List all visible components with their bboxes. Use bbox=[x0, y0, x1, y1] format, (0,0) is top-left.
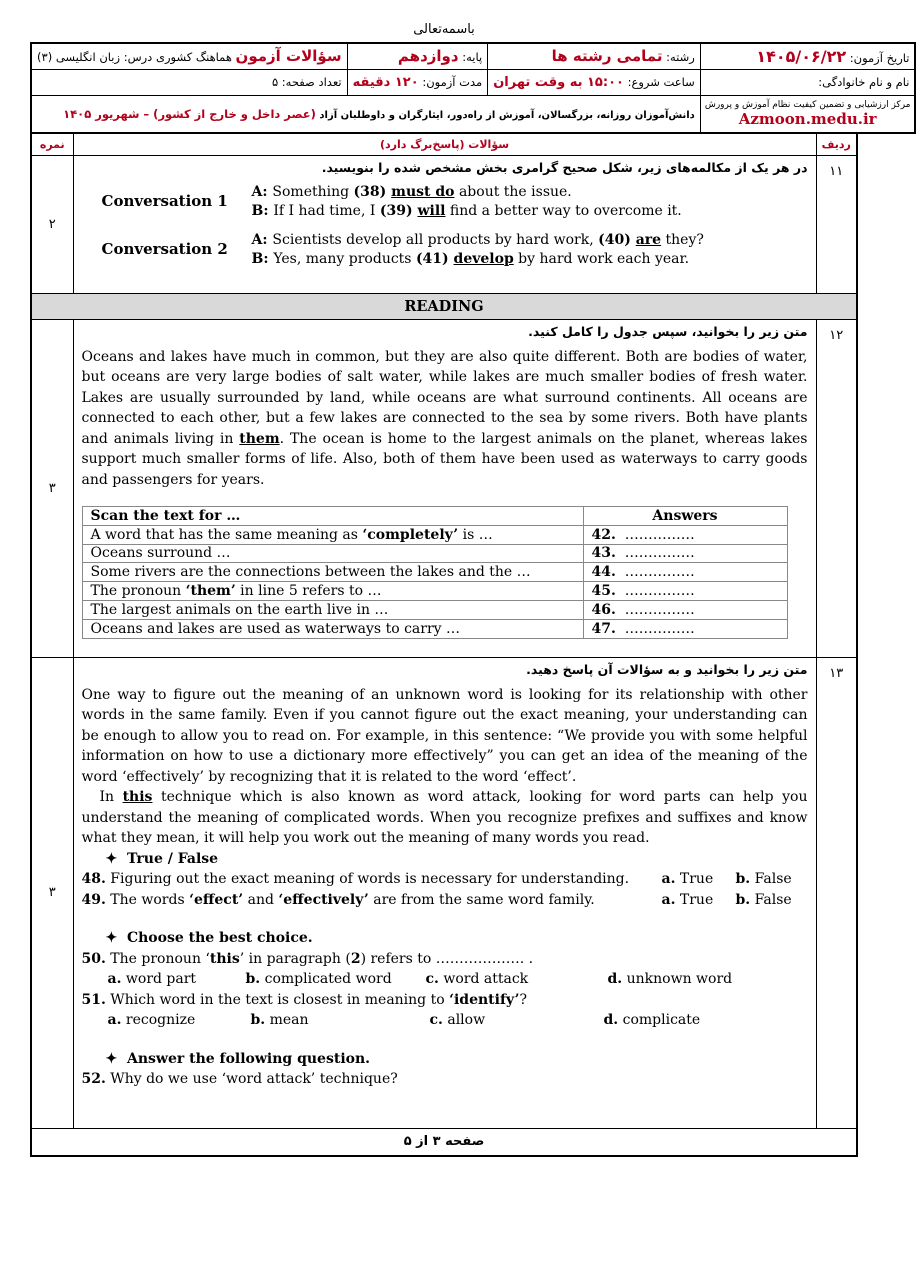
question-48: 48. Figuring out the exact meaning of words is necessary for understanding. a. True b. False bbox=[82, 869, 808, 890]
question-13-score: ۳ bbox=[31, 657, 73, 1128]
grade-value: دوازدهم bbox=[397, 47, 459, 66]
audience-cell bbox=[31, 95, 700, 133]
question-49: 49. The words ‘effect’ and ‘effectively’ are from the same word family. a. True b. False bbox=[82, 890, 808, 911]
question-11-content bbox=[73, 155, 816, 293]
question-11-row bbox=[31, 155, 857, 293]
duration-cell bbox=[347, 69, 488, 95]
name-label: نام و نام خانوادگی: bbox=[818, 75, 910, 89]
column-header-row bbox=[31, 133, 857, 155]
exam-url: Azmoon.medu.ir bbox=[738, 109, 877, 128]
questions-column-header: سؤالات (پاسخ‌برگ دارد) bbox=[73, 133, 816, 155]
question-52: 52. Why do we use ‘word attack’ technique? bbox=[81, 1071, 398, 1087]
answer-blank-45[interactable]: 45. …………… bbox=[583, 582, 787, 601]
conversation-2-line-b: B: Yes, many products (41) develop by hard work each year. bbox=[251, 250, 690, 267]
page-number: صفحه ۳ از ۵ bbox=[31, 1128, 857, 1156]
q48-option-true[interactable]: a. True bbox=[661, 871, 714, 887]
star-icon: ✦ bbox=[105, 930, 118, 946]
questions-table bbox=[30, 132, 858, 1157]
q51-option-b[interactable]: b. mean bbox=[250, 1012, 309, 1028]
pronoun-them: them bbox=[239, 430, 280, 447]
conversation-1-line-a: A: Something (38) must do about the issue. bbox=[251, 183, 572, 200]
table-row: The pronoun ‘them’ in line 5 refers to … 45. …………… bbox=[82, 582, 787, 601]
blank-38: must do bbox=[391, 183, 455, 200]
date-cell bbox=[700, 43, 915, 69]
scan-table-header bbox=[82, 507, 787, 526]
conversation-2-line-a: A: Scientists develop all products by hard work, (40) are they? bbox=[251, 231, 704, 248]
question-50: 50. The pronoun ‘this’ in paragraph (2) refers to ………………. . bbox=[81, 950, 534, 967]
answer-blank-47[interactable]: 47. …………… bbox=[583, 619, 787, 638]
start-label: ساعت شروع: bbox=[623, 74, 695, 89]
conversation-1-label: Conversation 1 bbox=[101, 191, 228, 210]
q49-option-true[interactable]: a. True bbox=[661, 891, 714, 908]
start-value: ۱۵:۰۰ به وقت تهران bbox=[493, 74, 624, 90]
q50-option-d[interactable]: d. unknown word bbox=[607, 971, 733, 987]
question-11-number: ۱۱ bbox=[816, 155, 857, 293]
table-row: The largest animals on the earth live in … 46. …………… bbox=[82, 600, 787, 619]
question-51: 51. Which word in the text is closest in meaning to ‘identify’? bbox=[81, 991, 528, 1008]
exam-header bbox=[30, 42, 916, 134]
reading-section-row bbox=[31, 293, 857, 319]
conversation-1-line-b: B: If I had time, I (39) will find a better way to overcome it. bbox=[251, 202, 682, 219]
q51-option-a[interactable]: a. recognize bbox=[107, 1012, 196, 1028]
exam-title: سؤالات آزمون bbox=[235, 47, 342, 66]
blank-41: develop bbox=[453, 250, 514, 267]
question-11-instruction: در هر یک از مکالمه‌های زیر، شکل صحیح گرامری بخش مشخص شده را بنویسید. bbox=[321, 159, 808, 175]
pages-cell bbox=[31, 69, 347, 95]
q51-option-d[interactable]: d. complicate bbox=[603, 1012, 701, 1028]
question-13-content bbox=[73, 657, 816, 1128]
choose-best-heading: ✦ Choose the best choice. bbox=[105, 930, 313, 946]
question-51-options bbox=[82, 1010, 808, 1031]
blank-39: will bbox=[417, 202, 446, 219]
reading-passage-2-paragraph-1: One way to figure out the meaning of an unknown word is looking for its relationship with other words in the same family. Even if you cannot figure out the exact meaning, your understanding can be enough to allow you to read on. For example, in this sentence: “We provide you with some helpful information on how to use a dictionary more effectively” you can get an idea of the meaning of the word ‘effectively’ by recognizing that it is related to the word ‘effect’. bbox=[81, 686, 808, 785]
star-icon: ✦ bbox=[105, 850, 118, 867]
answer-blank-42[interactable]: 42. …………… bbox=[583, 525, 787, 544]
table-row: A word that has the same meaning as ‘completely’ is … 42. …………… bbox=[82, 525, 787, 544]
pronoun-this: this bbox=[122, 789, 153, 805]
audience-red: (عصر داخل و خارج از کشور) – شهریور ۱۴۰۵ bbox=[63, 106, 316, 121]
score-column-header: نمره bbox=[31, 133, 73, 155]
grade-label: پایه: bbox=[458, 50, 483, 65]
grade-cell bbox=[347, 43, 488, 69]
field-value: تمامی رشته ها bbox=[551, 47, 663, 66]
conversation-2-label: Conversation 2 bbox=[101, 239, 228, 258]
org-cell bbox=[700, 95, 915, 133]
blank-40: are bbox=[635, 231, 662, 248]
reading-passage-2-paragraph-2: In this technique which is also known as word attack, looking for word parts can help you understand the meaning of complicated words. When you recognize prefixes and suffixes and know what they mean, it will help you work out the meaning of many words you read. bbox=[81, 789, 808, 846]
answer-blank-43[interactable]: 43. …………… bbox=[583, 544, 787, 563]
star-icon: ✦ bbox=[105, 1050, 118, 1067]
audience-text: دانش‌آموزان روزانه، بزرگسالان، آموزش از راه‌دور، ایثارگران و داوطلبان آزاد bbox=[315, 109, 695, 121]
table-row: Some rivers are the connections between the lakes and the … 44. …………… bbox=[82, 563, 787, 582]
bismillah-heading: باسمه‌تعالی bbox=[413, 22, 475, 37]
date-label: تاریخ آزمون: bbox=[846, 50, 910, 65]
true-false-heading: ✦ True / False bbox=[105, 850, 219, 867]
q50-option-a[interactable]: a. word part bbox=[107, 971, 197, 987]
question-12-score: ۳ bbox=[31, 319, 73, 657]
field-cell bbox=[488, 43, 701, 69]
conversation-1 bbox=[102, 183, 808, 221]
reading-passage-1: Oceans and lakes have much in common, but they are also quite different. Both are bodies of water, but oceans are very large bodies of salt water, while lakes are much smaller bodies of fresh water. Lakes are usually surrounded by land, while oceans are what surround continents. All oceans are connected to each other, but a few lakes are connected to the sea by some rivers. Both have plants and animals living in them. The ocean is home to the largest animals on the planet, whereas lakes support much smaller forms of life. Also, both of them have been used as waterways to carry goods and passengers for years. bbox=[81, 348, 808, 488]
row-column-header: ردیف bbox=[816, 133, 857, 155]
question-13-row bbox=[31, 657, 857, 1128]
name-cell bbox=[700, 69, 915, 95]
q48-option-false[interactable]: b. False bbox=[735, 871, 792, 887]
org-name: مرکز ارزشیابی و تضمین کیفیت نظام آموزش و پرورش bbox=[704, 99, 911, 110]
scan-table bbox=[82, 506, 788, 639]
pages-label: تعداد صفحه: ۵ bbox=[271, 75, 342, 89]
answers-header-label: Answers bbox=[583, 507, 787, 526]
question-12-number: ۱۲ bbox=[816, 319, 857, 657]
question-12-row bbox=[31, 319, 857, 657]
conversation-2 bbox=[102, 231, 808, 269]
table-row: Oceans and lakes are used as waterways to carry … 47. …………… bbox=[82, 619, 787, 638]
reading-title: READING bbox=[31, 293, 857, 319]
start-cell bbox=[488, 69, 701, 95]
exam-title-rest: هماهنگ کشوری درس: زبان انگلیسی (۳) bbox=[37, 50, 236, 65]
question-12-instruction: متن زیر را بخوانید، سپس جدول را کامل کنید. bbox=[528, 323, 808, 339]
q49-option-false[interactable]: b. False bbox=[735, 891, 792, 908]
answer-blank-44[interactable]: 44. …………… bbox=[583, 563, 787, 582]
question-13-number: ۱۳ bbox=[816, 657, 857, 1128]
answer-blank-46[interactable]: 46. …………… bbox=[583, 600, 787, 619]
duration-value: ۱۲۰ دقیقه bbox=[352, 74, 419, 90]
q50-option-b[interactable]: b. complicated word bbox=[245, 971, 392, 987]
duration-label: مدت آزمون: bbox=[418, 74, 483, 89]
exam-title-cell bbox=[31, 43, 347, 69]
scan-header-label: Scan the text for … bbox=[82, 507, 583, 526]
table-row: Oceans surround … 43. …………… bbox=[82, 544, 787, 563]
question-11-score: ۲ bbox=[31, 155, 73, 293]
field-label: رشته: bbox=[662, 50, 695, 65]
question-13-instruction: متن زیر را بخوانید و به سؤالات آن پاسخ دهید. bbox=[526, 661, 808, 677]
date-value: ۱۴۰۵/۰۶/۲۲ bbox=[756, 46, 847, 66]
q51-option-c[interactable]: c. allow bbox=[429, 1012, 486, 1028]
footer-row bbox=[31, 1128, 857, 1156]
question-50-options bbox=[82, 969, 808, 990]
question-12-content bbox=[73, 319, 816, 657]
answer-question-heading: ✦ Answer the following question. bbox=[105, 1050, 371, 1067]
q50-option-c[interactable]: c. word attack bbox=[425, 971, 529, 987]
